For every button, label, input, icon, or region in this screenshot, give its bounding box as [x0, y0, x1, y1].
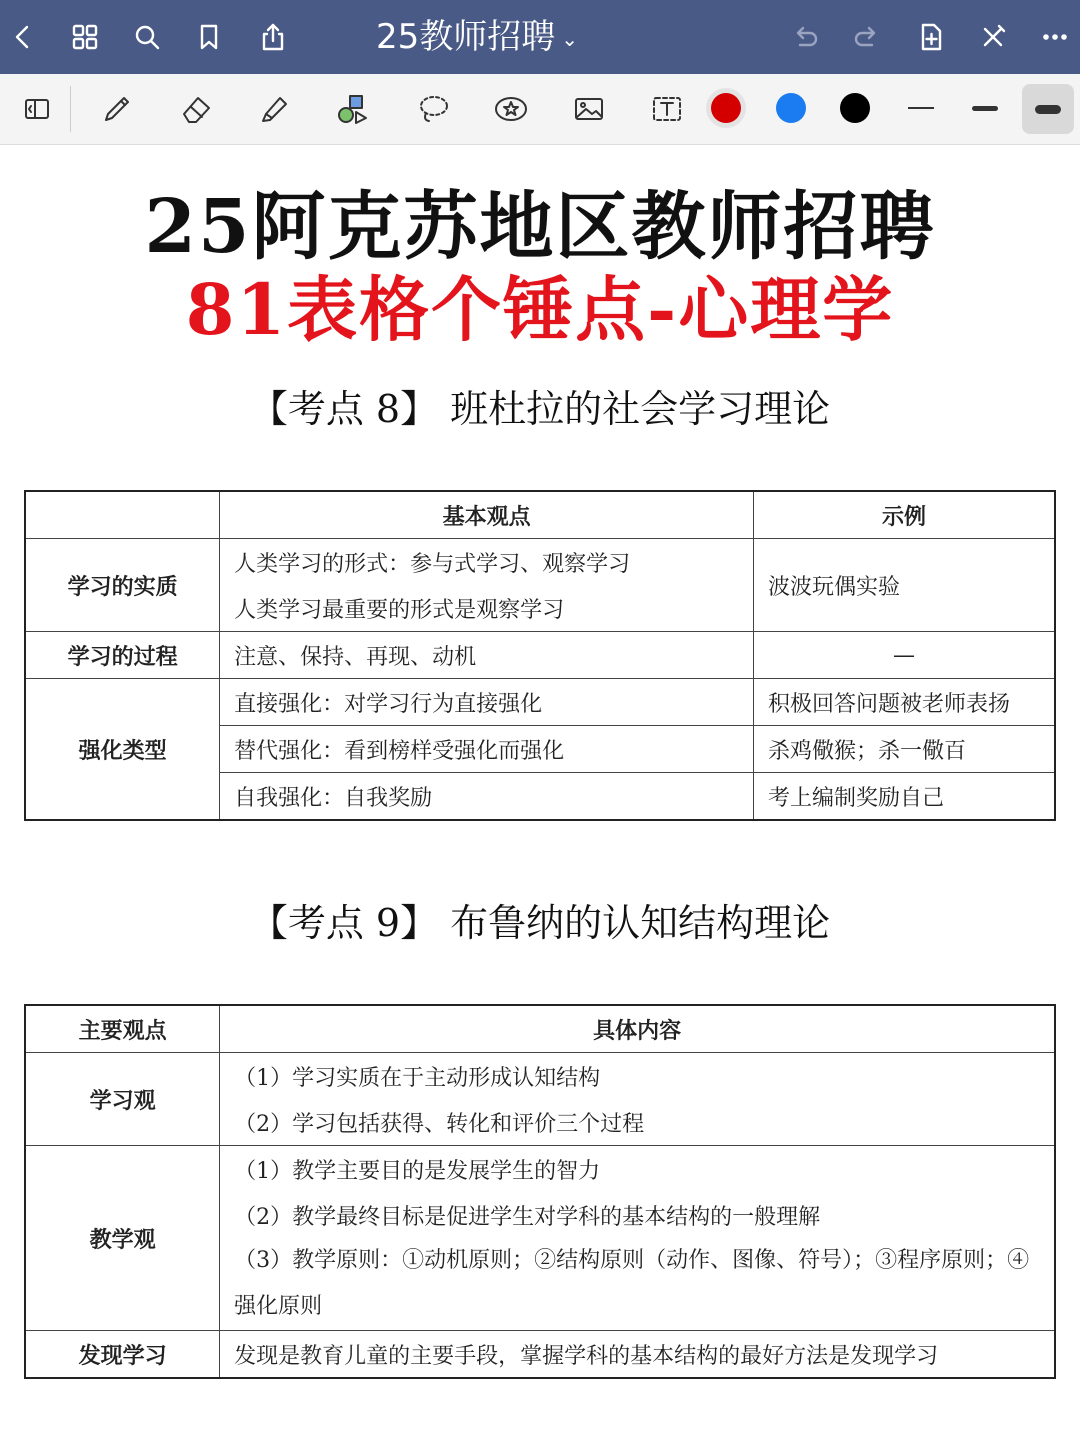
search-icon[interactable]: [128, 18, 166, 56]
pen-icon[interactable]: [94, 86, 140, 132]
table-header-row: [25, 1005, 1055, 1053]
table-header-cell: 主要观点: [25, 1005, 220, 1053]
table-cell: 考上编制奖励自己: [754, 773, 1055, 821]
table-cell: （2）学习包括获得、转化和评价三个过程: [220, 1099, 1055, 1146]
section-heading-9: 【考点 9】 布鲁纳的认知结构理论: [249, 901, 831, 945]
close-pen-icon[interactable]: [974, 18, 1012, 56]
table-header-row: [25, 491, 1055, 539]
table-cell: 发现是教育儿童的主要手段，掌握学科的基本结构的最好方法是发现学习: [220, 1331, 1055, 1379]
table-header-cell: 具体内容: [220, 1005, 1055, 1053]
row-label: 发现学习: [25, 1331, 220, 1379]
table-row: [25, 632, 1055, 679]
lasso-icon[interactable]: [410, 86, 456, 132]
color-red-swatch[interactable]: [711, 93, 741, 123]
table-row: [25, 1146, 1055, 1193]
sticker-icon[interactable]: [488, 86, 534, 132]
share-icon[interactable]: [254, 18, 292, 56]
text-box-icon[interactable]: [644, 86, 690, 132]
document-title-text: 25教师招聘: [376, 17, 556, 57]
table-cell: 直接强化：对学习行为直接强化: [220, 679, 754, 726]
layout-toggle-icon[interactable]: [14, 86, 60, 132]
table-cell: （3）教学原则：①动机原则；②结构原则（动作、图像、符号）；③程序原则；④强化原则: [220, 1238, 1055, 1331]
redo-icon[interactable]: [848, 18, 886, 56]
color-black-swatch[interactable]: [840, 93, 870, 123]
table-cell: 波波玩偶实验: [754, 539, 1055, 632]
table-cell: 注意、保持、再现、动机: [220, 632, 754, 679]
more-icon[interactable]: [1036, 18, 1074, 56]
table-row: [25, 539, 1055, 586]
row-label: 学习的过程: [25, 632, 220, 679]
table-row: [25, 679, 1055, 726]
stroke-thin-line: [908, 107, 934, 109]
table-cell: —: [754, 632, 1055, 679]
table-cell: （1）教学主要目的是发展学生的智力: [220, 1146, 1055, 1193]
table-row: [25, 1053, 1055, 1100]
row-label: 强化类型: [25, 679, 220, 821]
table-cell: （1）学习实质在于主动形成认知结构: [220, 1053, 1055, 1100]
eraser-icon[interactable]: [174, 86, 220, 132]
stroke-thick-option[interactable]: [1022, 84, 1074, 134]
chevron-down-icon: ⌄: [561, 26, 579, 51]
table-cell: （2）教学最终目标是促进学生对学科的基本结构的一般理解: [220, 1192, 1055, 1238]
table-header-cell: 示例: [754, 491, 1055, 539]
toolbar-divider: [70, 86, 71, 132]
section-heading-8: 【考点 8】 班杜拉的社会学习理论: [249, 387, 831, 431]
row-label: 学习观: [25, 1053, 220, 1146]
shapes-icon[interactable]: [330, 86, 376, 132]
stroke-medium-line: [972, 106, 998, 111]
table-cell: 替代强化：看到榜样受强化而强化: [220, 726, 754, 773]
stroke-thick-line: [1035, 105, 1061, 114]
bruner-table: [24, 1004, 1056, 1379]
bandura-table: [24, 490, 1056, 821]
image-icon[interactable]: [566, 86, 612, 132]
table-row: [25, 1331, 1055, 1379]
highlighter-icon[interactable]: [252, 86, 298, 132]
color-blue-swatch[interactable]: [776, 93, 806, 123]
bookmark-icon[interactable]: [190, 18, 228, 56]
stroke-medium-option[interactable]: [962, 96, 1008, 120]
table-cell: 人类学习最重要的形式是观察学习: [220, 585, 754, 632]
top-nav-bar: [0, 0, 1080, 74]
grid-icon[interactable]: [66, 18, 104, 56]
undo-icon[interactable]: [786, 18, 824, 56]
table-cell: 人类学习的形式：参与式学习、观察学习: [220, 539, 754, 586]
add-page-icon[interactable]: [912, 18, 950, 56]
table-cell: 杀鸡儆猴；杀一儆百: [754, 726, 1055, 773]
back-icon[interactable]: [4, 18, 42, 56]
table-cell: 自我强化：自我奖励: [220, 773, 754, 821]
table-header-cell: [25, 491, 220, 539]
page-subtitle: 81表格个锤点-心理学: [185, 268, 895, 351]
page-title: 25阿克苏地区教师招聘: [144, 184, 936, 270]
row-label: 教学观: [25, 1146, 220, 1331]
row-label: 学习的实质: [25, 539, 220, 632]
stroke-thin-option[interactable]: [898, 96, 944, 120]
table-header-cell: 基本观点: [220, 491, 754, 539]
document-title[interactable]: [376, 14, 578, 62]
table-cell: 积极回答问题被老师表扬: [754, 679, 1055, 726]
